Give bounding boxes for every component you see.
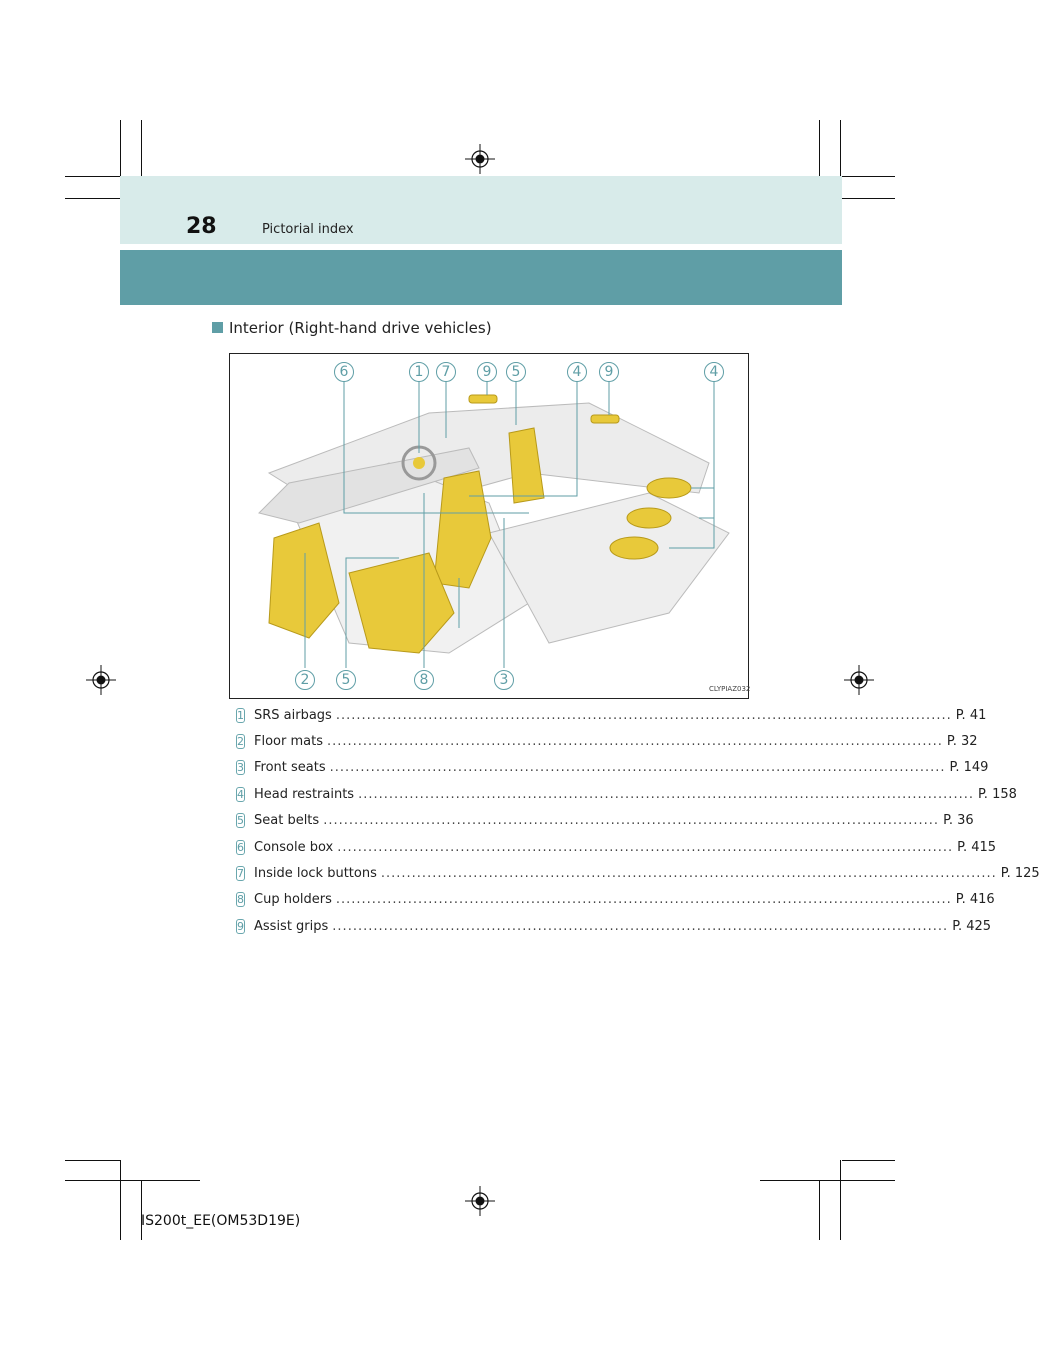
callout-number-3: 3	[494, 670, 514, 690]
item-page-ref[interactable]: P. 125	[1000, 866, 1040, 882]
item-number-badge: 5	[237, 814, 244, 828]
item-page-ref[interactable]: P. 149	[949, 760, 989, 776]
item-number-badge: 8	[237, 893, 244, 907]
item-label: Head restraints	[254, 786, 355, 802]
item-number-badge: 1	[237, 708, 244, 722]
list-item	[236, 834, 997, 860]
item-number-badge: 6	[237, 840, 244, 854]
item-page-ref[interactable]: P. 158	[977, 786, 1017, 802]
dot-leader: ........................................................................................................................	[335, 892, 952, 908]
list-item	[236, 887, 995, 913]
dot-leader: ........................................................................................................................	[326, 734, 943, 750]
car-interior-drawing	[229, 353, 749, 699]
section-title: Pictorial index	[262, 222, 354, 237]
header-band	[120, 176, 842, 244]
square-bullet-icon	[212, 322, 223, 333]
dot-leader: ........................................................................................................................	[380, 866, 997, 882]
dot-leader: ........................................................................................................................	[335, 707, 952, 723]
title-band	[120, 250, 842, 305]
sub-heading	[212, 319, 492, 337]
item-number-badge: 4	[237, 787, 244, 801]
callout-number-4: 4	[704, 362, 724, 382]
registration-mark-icon	[465, 1186, 495, 1216]
item-page-ref[interactable]: P. 32	[946, 734, 978, 750]
list-item	[236, 781, 1017, 807]
dot-leader: ........................................................................................................................	[332, 918, 949, 934]
list-item	[236, 913, 992, 939]
list-item	[236, 860, 1040, 886]
callout-number-4: 4	[567, 362, 587, 382]
page-number: 28	[186, 214, 217, 239]
item-page-ref[interactable]: P. 415	[957, 839, 997, 855]
callout-number-5: 5	[336, 670, 356, 690]
item-label: Front seats	[254, 760, 326, 776]
item-number-badge: 2	[237, 735, 244, 749]
item-number-badge: 9	[237, 919, 244, 933]
list-item	[236, 755, 989, 781]
dot-leader: ........................................................................................................................	[323, 813, 940, 829]
item-list	[236, 702, 1040, 940]
list-item	[236, 808, 974, 834]
item-page-ref[interactable]: P. 41	[955, 707, 987, 723]
sub-heading-text: Interior (Right-hand drive vehicles)	[229, 319, 492, 337]
footer-code: IS200t_EE(OM53D19E)	[141, 1213, 301, 1229]
item-label: Console box	[254, 839, 334, 855]
callout-number-2: 2	[295, 670, 315, 690]
item-page-ref[interactable]: P. 425	[952, 918, 992, 934]
item-label: SRS airbags	[254, 707, 332, 723]
callout-number-7: 7	[436, 362, 456, 382]
figure-code: CLYPIAZ032	[709, 685, 751, 693]
item-number-badge: 3	[237, 761, 244, 775]
dot-leader: ........................................................................................................................	[337, 839, 954, 855]
item-label: Floor mats	[254, 734, 323, 750]
item-page-ref[interactable]: P. 416	[955, 892, 995, 908]
callout-number-1: 1	[409, 362, 429, 382]
callout-number-9: 9	[477, 362, 497, 382]
list-item	[236, 728, 978, 754]
item-page-ref[interactable]: P. 36	[943, 813, 974, 829]
registration-mark-icon	[844, 665, 874, 695]
item-label: Seat belts	[254, 813, 320, 829]
interior-illustration	[229, 353, 749, 699]
registration-mark-icon	[465, 144, 495, 174]
callout-number-5: 5	[506, 362, 526, 382]
dot-leader: ........................................................................................................................	[358, 786, 974, 802]
registration-mark-icon	[86, 665, 116, 695]
dot-leader: ........................................................................................................................	[329, 760, 946, 776]
callout-number-9: 9	[599, 362, 619, 382]
callout-number-6: 6	[334, 362, 354, 382]
item-label: Inside lock buttons	[254, 866, 377, 882]
item-label: Assist grips	[254, 918, 329, 934]
callout-number-8: 8	[414, 670, 434, 690]
item-number-badge: 7	[237, 867, 244, 881]
item-label: Cup holders	[254, 892, 332, 908]
list-item	[236, 702, 987, 728]
